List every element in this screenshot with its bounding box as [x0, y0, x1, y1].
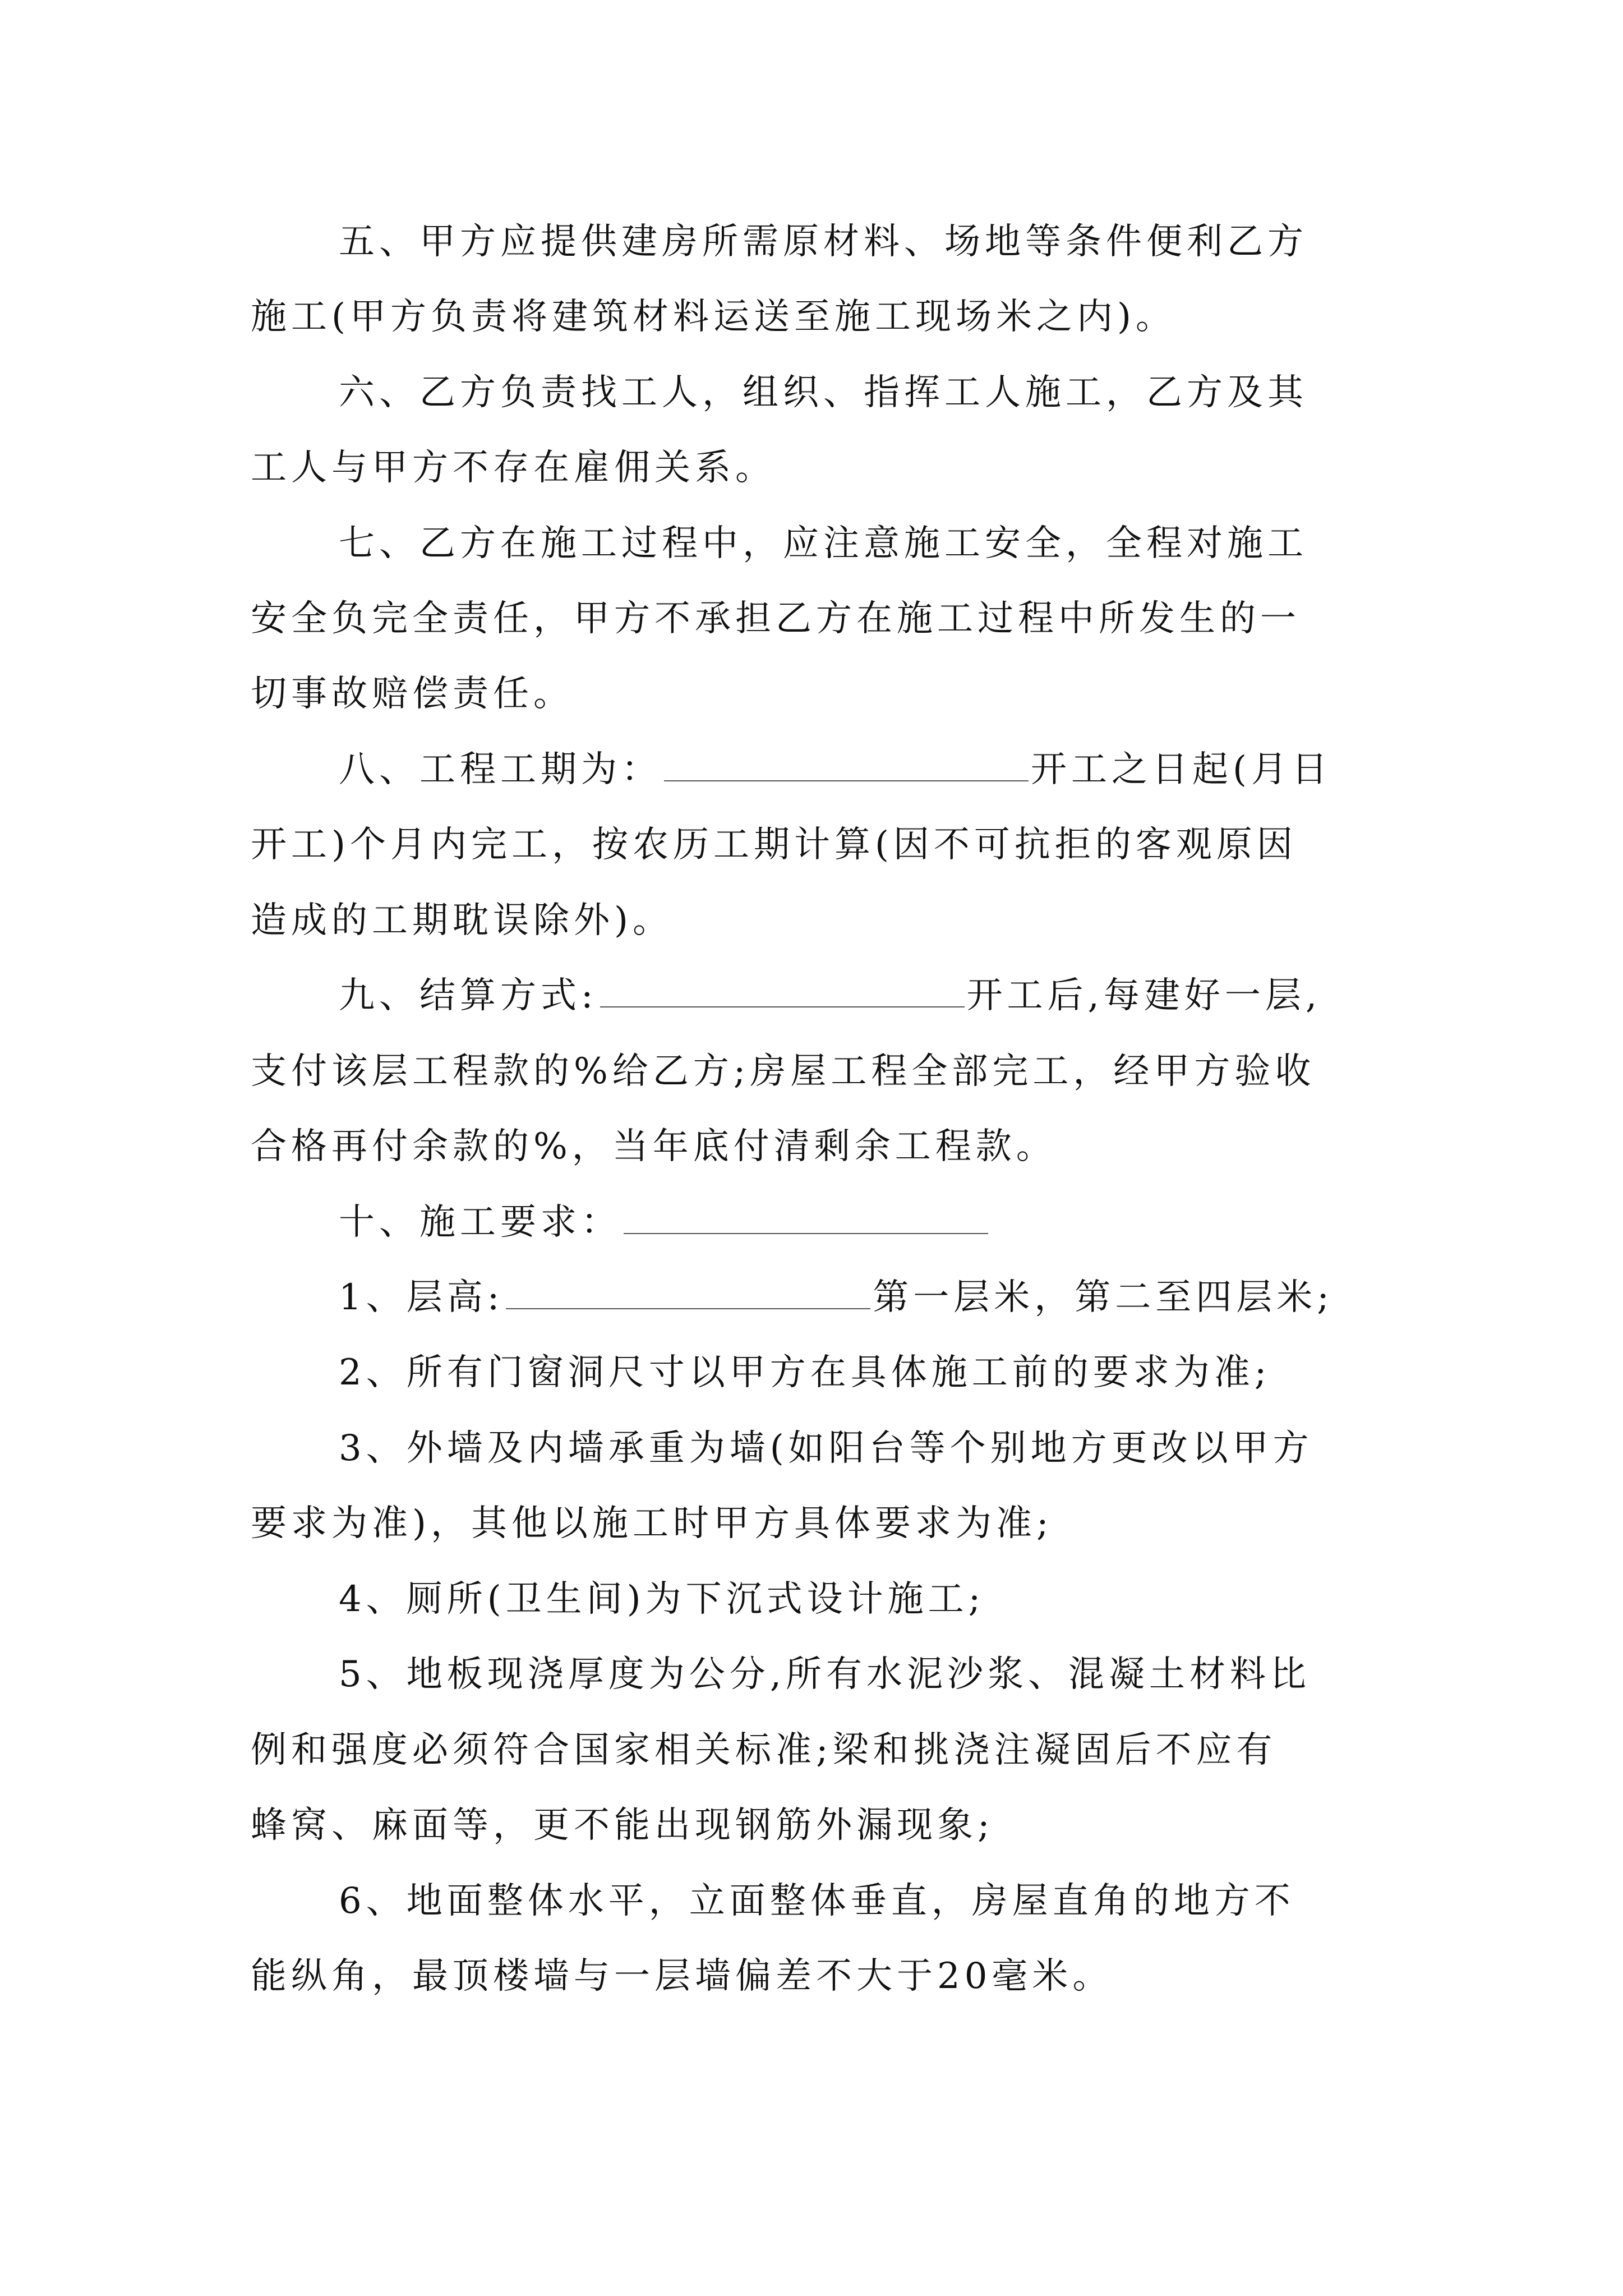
- paragraph-10-line-1: [339, 1195, 990, 1249]
- text-line: 五、甲方应提供建房所需原材料、场地等条件便利乙方: [339, 221, 1308, 263]
- requirement-3-line-1: [339, 1421, 1313, 1475]
- text-segment: 八、工程工期为：: [339, 749, 662, 790]
- paragraph-9-line-3: [251, 1120, 1057, 1174]
- paragraph-7-line-1: [339, 517, 1308, 570]
- text-line: 6、地面整体水平，立面整体垂直，房屋直角的地方不: [339, 1880, 1295, 1922]
- text-line: 要求为准)，其他以施工时甲方具体要求为准;: [251, 1503, 1053, 1544]
- fill-in-blank-floor-height[interactable]: [506, 1272, 870, 1309]
- text-line: 例和强度必须符合国家相关标准;梁和挑浇注凝固后不应有: [251, 1729, 1277, 1771]
- text-line: 安全负完全责任，甲方不承担乙方在施工过程中所发生的一: [251, 598, 1301, 639]
- fill-in-blank-requirements[interactable]: [624, 1197, 988, 1234]
- text-segment: 十、施工要求：: [339, 1202, 621, 1243]
- paragraph-5-line-1: [339, 215, 1308, 269]
- requirement-5-line-3: [251, 1798, 994, 1852]
- paragraph-8-line-3: [251, 894, 673, 947]
- text-line: 3、外墙及内墙承重为墙(如阳台等个别地方更改以甲方: [339, 1428, 1313, 1469]
- requirement-5-line-1: [339, 1648, 1311, 1701]
- paragraph-6-line-2: [251, 441, 776, 495]
- fill-in-blank-settlement[interactable]: [600, 970, 965, 1007]
- requirement-6-line-1: [339, 1874, 1295, 1928]
- requirement-4-line-1: [339, 1572, 985, 1626]
- text-line: 切事故赔偿责任。: [251, 673, 574, 715]
- paragraph-8-line-2: [251, 818, 1297, 872]
- fill-in-blank-duration[interactable]: [664, 744, 1029, 781]
- text-segment: 开工后,每建好一层,: [966, 975, 1322, 1016]
- paragraph-6-line-1: [339, 366, 1308, 420]
- requirement-3-line-2: [251, 1497, 1053, 1550]
- text-line: 七、乙方在施工过程中，应注意施工安全，全程对施工: [339, 523, 1308, 564]
- paragraph-5-line-2: [251, 290, 1176, 344]
- text-line: 能纵角，最顶楼墙与一层墙偏差不大于20毫米。: [251, 1955, 1113, 1997]
- paragraph-9-line-1: [339, 969, 1321, 1023]
- text-segment: 开工之日起(月日: [1031, 749, 1332, 790]
- text-line: 蜂窝、麻面等，更不能出现钢筋外漏现象;: [251, 1805, 994, 1846]
- requirement-1-line-1: [339, 1271, 1334, 1324]
- requirement-2-line-1: [339, 1346, 1271, 1400]
- text-line: 合格再付余款的%，当年底付清剩余工程款。: [251, 1126, 1057, 1167]
- text-line: 开工)个月内完工，按农历工期计算(因不可抗拒的客观原因: [251, 824, 1297, 866]
- requirement-6-line-2: [251, 1949, 1113, 2003]
- text-line: 5、地板现浇厚度为公分,所有水泥沙浆、混凝土材料比: [339, 1654, 1311, 1695]
- text-line: 4、厕所(卫生间)为下沉式设计施工;: [339, 1579, 985, 1620]
- requirement-5-line-2: [251, 1723, 1277, 1777]
- text-line: 支付该层工程款的%给乙方;房屋工程全部完工，经甲方验收: [251, 1051, 1316, 1092]
- text-segment: 九、结算方式:: [339, 975, 598, 1016]
- paragraph-8-line-1: [339, 743, 1332, 797]
- paragraph-7-line-3: [251, 667, 574, 721]
- text-line: 造成的工期耽误除外)。: [251, 900, 673, 941]
- text-line: 工人与甲方不存在雇佣关系。: [251, 447, 776, 489]
- text-line: 六、乙方负责找工人，组织、指挥工人施工，乙方及其: [339, 372, 1308, 413]
- paragraph-9-line-2: [251, 1045, 1315, 1098]
- paragraph-7-line-2: [251, 592, 1301, 646]
- text-segment: 第一层米，第二至四层米;: [873, 1277, 1334, 1318]
- text-line: 施工(甲方负责将建筑材料运送至施工现场米之内)。: [251, 296, 1176, 338]
- text-line: 2、所有门窗洞尺寸以甲方在具体施工前的要求为准;: [339, 1352, 1271, 1393]
- text-segment: 1、层高:: [339, 1277, 504, 1318]
